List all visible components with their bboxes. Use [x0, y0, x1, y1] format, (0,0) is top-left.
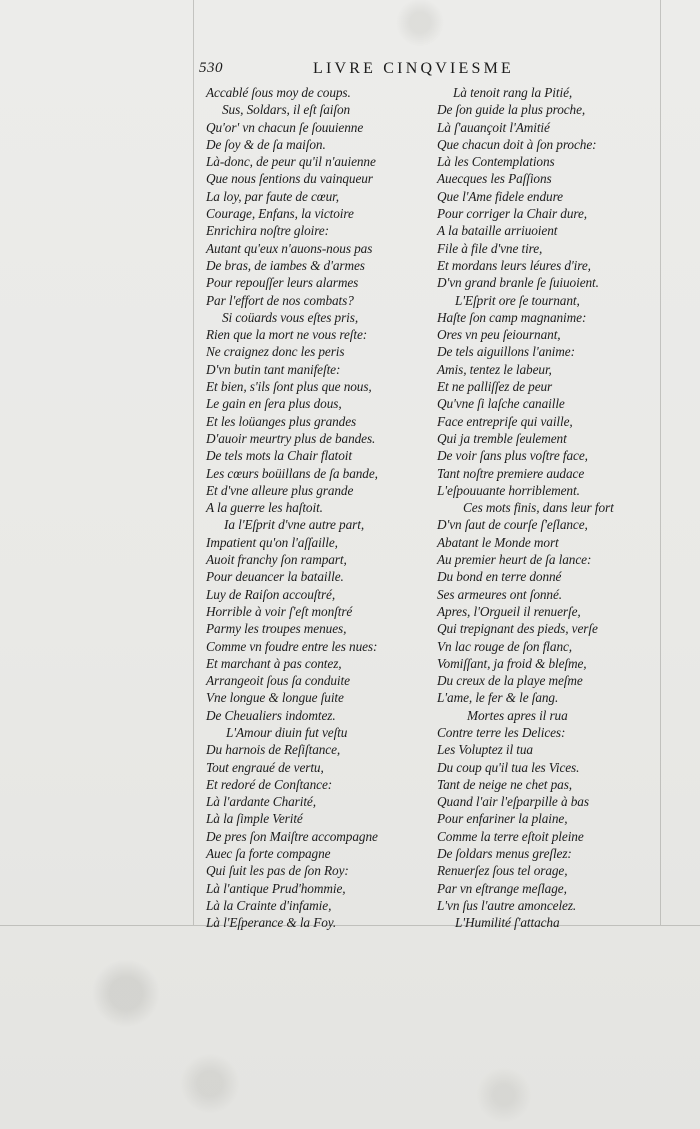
verse-line: A la guerre les haſtoit.: [206, 500, 323, 516]
verse-line: Les Voluptez il tua: [437, 742, 533, 758]
verse-line: Et marchant à pas contez,: [206, 655, 342, 671]
verse-line: Par vn eſtrange meſlage,: [437, 880, 567, 896]
verse-line: Parmy les troupes menues,: [206, 621, 347, 637]
verse-line: Qui trepignant des pieds, verſe: [437, 621, 598, 637]
verse-line: Pour deuancer la bataille.: [206, 569, 344, 585]
page-number: 530: [199, 60, 223, 76]
verse-line: Et d'vne alleure plus grande: [206, 482, 354, 498]
verse-line: De tels mots la Chair flatoit: [206, 448, 352, 464]
verse-line: Par l'effort de nos combats?: [206, 292, 354, 308]
verse-line: Contre terre les Delices:: [437, 724, 566, 740]
verse-line: L'Eſprit ore ſe tournant,: [455, 292, 580, 308]
verse-line: Vn lac rouge de ſon flanc,: [437, 638, 573, 654]
verse-line: Là-donc, de peur qu'il n'auienne: [206, 154, 376, 170]
verse-line: D'vn butin tant manifeſte:: [206, 361, 341, 377]
verse-line: Que chacun doit à ſon proche:: [437, 136, 597, 152]
verse-line: A la bataille arriuoient: [437, 223, 558, 239]
verse-line: Amis, tentez le labeur,: [437, 361, 552, 377]
verse-line: Tant noſtre premiere audace: [437, 465, 585, 481]
verse-line: File à file d'vne tire,: [437, 240, 543, 256]
verse-line: De ſoldars menus greſlez:: [437, 846, 572, 862]
verse-line: Comme vn foudre entre les nues:: [206, 638, 378, 654]
verse-line: D'vn ſaut de courſe ſ'eſlance,: [437, 517, 588, 533]
left-verse-column: [206, 84, 446, 932]
verse-line: Accablé ſous moy de coups.: [206, 85, 351, 100]
verse-line: L'Humilité ſ'attacha: [455, 915, 560, 931]
verse-line: Et mordans leurs léures d'ire,: [437, 257, 591, 273]
verse-line: Auoit franchy ſon rampart,: [206, 552, 347, 568]
verse-line: L'Amour diuin fut veſtu: [226, 724, 348, 740]
right-verse-column: [437, 84, 647, 932]
verse-line: Face entrepriſe qui vaille,: [437, 413, 573, 429]
verse-line: Qui ja tremble ſeulement: [437, 430, 567, 446]
verse-line: Ia l'Eſprit d'vne autre part,: [224, 517, 365, 533]
verse-line: D'vn grand branle ſe ſuiuoient.: [437, 275, 599, 291]
verse-line: Que nous ſentions du vainqueur: [206, 171, 373, 187]
verse-line: Là ſ'auançoit l'Amitié: [437, 119, 550, 135]
verse-line: Pour corriger la Chair dure,: [437, 206, 587, 222]
verse-line: L'vn ſus l'autre amoncelez.: [437, 897, 577, 913]
verse-line: Ne craignez donc les peris: [206, 344, 345, 360]
verse-line: De ſon guide la plus proche,: [437, 102, 586, 118]
verse-line: Enrichira noſtre gloire:: [206, 223, 329, 239]
verse-line: Haſte ſon camp magnanime:: [437, 309, 587, 325]
verse-line: Ses armeures ont ſonné.: [437, 586, 562, 602]
verse-line: De tels aiguillons l'anime:: [437, 344, 575, 360]
running-head: LIVRE CINQVIESME: [313, 60, 514, 77]
verse-line: Tant de neige ne chet pas,: [437, 776, 573, 792]
verse-line: Pour repouſſer leurs alarmes: [206, 275, 359, 291]
verse-line: L'ame, le fer & le ſang.: [437, 690, 559, 706]
verse-line: Là la ſimple Verité: [206, 811, 303, 827]
verse-line: De pres ſon Maiſtre accompagne: [206, 828, 378, 844]
verse-line: Ores vn peu ſeiournant,: [437, 327, 561, 343]
verse-line: Là l'ardante Charité,: [206, 794, 316, 810]
verse-line: Tout engraué de vertu,: [206, 759, 324, 775]
verse-line: Du coup qu'il tua les Vices.: [437, 759, 580, 775]
verse-line: Si coüards vous eſtes pris,: [222, 309, 359, 325]
verse-line: Du bond en terre donné: [437, 569, 562, 585]
verse-line: De Cheualiers indomtez.: [206, 707, 336, 723]
verse-line: Rien que la mort ne vous reſte:: [206, 327, 368, 343]
verse-line: Auecques les Paſſions: [437, 171, 552, 187]
verse-line: Apres, l'Orgueil il renuerſe,: [437, 603, 581, 619]
verse-line: Pour enfariner la plaine,: [437, 811, 568, 827]
verse-line: Au premier heurt de ſa lance:: [437, 552, 592, 568]
verse-line: Vne longue & longue ſuite: [206, 690, 344, 706]
verse-line: De bras, de iambes & d'armes: [206, 257, 365, 273]
verse-line: Courage, Enfans, la victoire: [206, 206, 354, 222]
verse-line: L'eſpouuante horriblement.: [437, 482, 580, 498]
verse-line: Les cœurs boüillans de ſa bande,: [206, 465, 378, 481]
verse-line: Et ne palliſſez de peur: [437, 379, 553, 395]
verse-line: Qui ſuit les pas de ſon Roy:: [206, 863, 349, 879]
verse-line: Renuerſez ſous tel orage,: [437, 863, 568, 879]
verse-line: Là la Crainte d'infamie,: [206, 897, 332, 913]
verse-line: Là l'Eſperance & la Foy.: [206, 915, 337, 931]
verse-line: Mortes apres il rua: [467, 707, 568, 723]
verse-line: Qu'or' vn chacun ſe ſouuienne: [206, 119, 364, 135]
verse-line: Là l'antique Prud'hommie,: [206, 880, 346, 896]
verse-line: Arrangeoit ſous ſa conduite: [206, 673, 350, 689]
page-crease-left: [193, 0, 194, 925]
verse-line: Impatient qu'on l'aſſaille,: [206, 534, 338, 550]
verse-line: Qu'vne ſi laſche canaille: [437, 396, 565, 412]
verse-line: Que l'Ame fidele endure: [437, 188, 563, 204]
verse-line: Luy de Raiſon accouſtré,: [206, 586, 336, 602]
verse-line: Comme la terre eſtoit pleine: [437, 828, 584, 844]
verse-line: La loy, par faute de cœur,: [206, 188, 339, 204]
verse-line: Quand l'air l'eſparpille à bas: [437, 794, 589, 810]
verse-line: Du creux de la playe meſme: [437, 673, 583, 689]
verse-line: Le gain en ſera plus dous,: [206, 396, 342, 412]
verse-line: Et les loüanges plus grandes: [206, 413, 357, 429]
verse-line: D'auoir meurtry plus de bandes.: [206, 430, 376, 446]
verse-line: Ces mots finis, dans leur fort: [463, 500, 614, 516]
verse-line: Et bien, s'ils ſont plus que nous,: [206, 379, 372, 395]
verse-line: Là les Contemplations: [437, 154, 555, 170]
verse-line: Là tenoit rang la Pitié,: [453, 85, 573, 100]
verse-line: Et redoré de Conſtance:: [206, 776, 333, 792]
verse-line: Vomiſſant, ja froid & bleſme,: [437, 655, 587, 671]
verse-line: Abatant le Monde mort: [437, 534, 559, 550]
verse-line: Horrible à voir ſ'eſt monſtré: [206, 603, 353, 619]
verse-line: De ſoy & de ſa maiſon.: [206, 136, 326, 152]
page-crease-right: [660, 0, 661, 925]
verse-line: Sus, Soldars, il eſt ſaiſon: [222, 102, 351, 118]
verse-line: Du harnois de Reſiſtance,: [206, 742, 341, 758]
verse-line: Auec ſa forte compagne: [206, 846, 331, 862]
verse-line: De voir ſans plus voſtre face,: [437, 448, 588, 464]
verse-line: Autant qu'eux n'auons-nous pas: [206, 240, 373, 256]
